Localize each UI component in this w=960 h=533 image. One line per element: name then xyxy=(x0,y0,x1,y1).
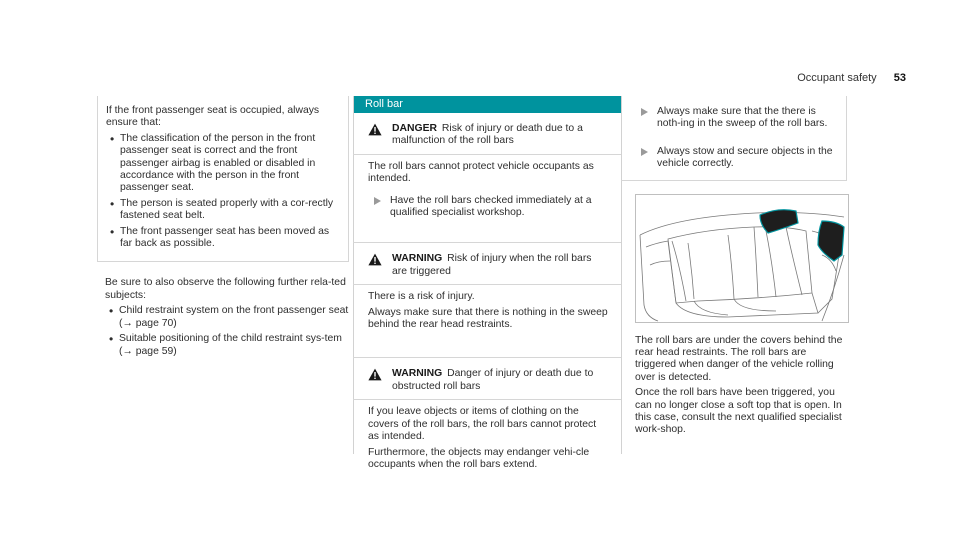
related-list xyxy=(105,305,349,358)
step-item xyxy=(368,195,609,220)
paragraph: The roll bars are under the covers behind the rear head restraints. The roll bars are triggered when danger of the vehicle rolling over is detected. xyxy=(635,334,843,383)
danger-notice xyxy=(353,113,621,229)
roll-bar-description xyxy=(635,335,847,437)
paragraph: Once the roll bars have been triggered, you can no longer close a soft top that is open. In this case, consult the next qualified specialist work-shop. xyxy=(635,387,842,436)
list-item: • The person is seated properly with a cor-rectly fastened seat belt. xyxy=(106,198,334,223)
rear-seat-drawing xyxy=(636,195,848,322)
warning-notice-obstructed xyxy=(353,357,621,484)
step-arrow-icon xyxy=(635,106,657,131)
page-header xyxy=(797,72,906,84)
warning-title: Danger of injury or death due to obstructed roll bars xyxy=(392,368,594,392)
warning-title: Risk of injury when the roll bars are triggered xyxy=(392,253,592,277)
page-number: 53 xyxy=(893,72,906,84)
warning-body: If you leave objects or items of clothing on the covers of the roll bars, the roll bars cannot protect as intended. xyxy=(368,406,597,443)
step-item xyxy=(635,146,836,171)
related-link[interactable]: • Suitable positioning of the child restraint sys-tem (→ page 59) xyxy=(105,333,349,358)
danger-body: The roll bars cannot protect vehicle occupants as intended. xyxy=(368,160,594,185)
list-item: • The front passenger seat has been moved as far back as possible. xyxy=(106,226,334,251)
danger-title: Risk of injury or death due to a malfunction of the roll bars xyxy=(392,123,583,147)
related-subjects xyxy=(97,277,349,357)
roll-bar-illustration xyxy=(635,194,849,323)
related-intro: Be sure to also observe the following further rela-ted subjects: xyxy=(105,277,346,301)
step-item xyxy=(635,106,836,131)
instruction-step: Always stow and secure objects in the vehicle correctly. xyxy=(657,145,833,170)
passenger-seat-box xyxy=(97,96,349,262)
warning-keyword: WARNING xyxy=(392,368,443,380)
warning-triangle-icon xyxy=(368,123,384,148)
danger-step: Have the roll bars checked immediately at a qualified specialist workshop. xyxy=(390,194,592,219)
warning-triangle-icon xyxy=(368,368,384,393)
section-heading-roll-bar: Roll bar xyxy=(354,96,621,113)
warning-notice-trigger xyxy=(353,242,621,344)
related-link[interactable]: • Child restraint system on the front passenger seat (→ page 70) xyxy=(105,305,349,330)
warning-triangle-icon xyxy=(368,253,384,278)
box-intro: If the front passenger seat is occupied, always ensure that: xyxy=(106,105,320,129)
box-list xyxy=(106,133,334,251)
warning-body: There is a risk of injury. xyxy=(368,291,475,303)
column-right xyxy=(621,96,847,440)
list-item: • The classification of the person in the front passenger seat is correct and the front passenger airbag is enabled or disabled in accordance with the person in the front passenger seat. xyxy=(106,133,334,195)
column-middle xyxy=(353,96,621,484)
column-left xyxy=(97,96,349,358)
instruction-step: Always make sure that the there is noth-ing in the sweep of the roll bars. xyxy=(657,106,828,130)
warning-body: Always make sure that there is nothing in the sweep behind the rear head restraints. xyxy=(368,306,608,331)
warning-keyword: WARNING xyxy=(392,253,443,265)
step-arrow-icon xyxy=(368,195,390,220)
step-arrow-icon xyxy=(635,146,657,171)
section-title: Occupant safety xyxy=(797,72,877,84)
danger-keyword: DANGER xyxy=(392,123,438,134)
instruction-box xyxy=(621,96,847,181)
warning-body: Furthermore, the objects may endanger vehi-cle occupants when the roll bars extend. xyxy=(368,446,590,470)
